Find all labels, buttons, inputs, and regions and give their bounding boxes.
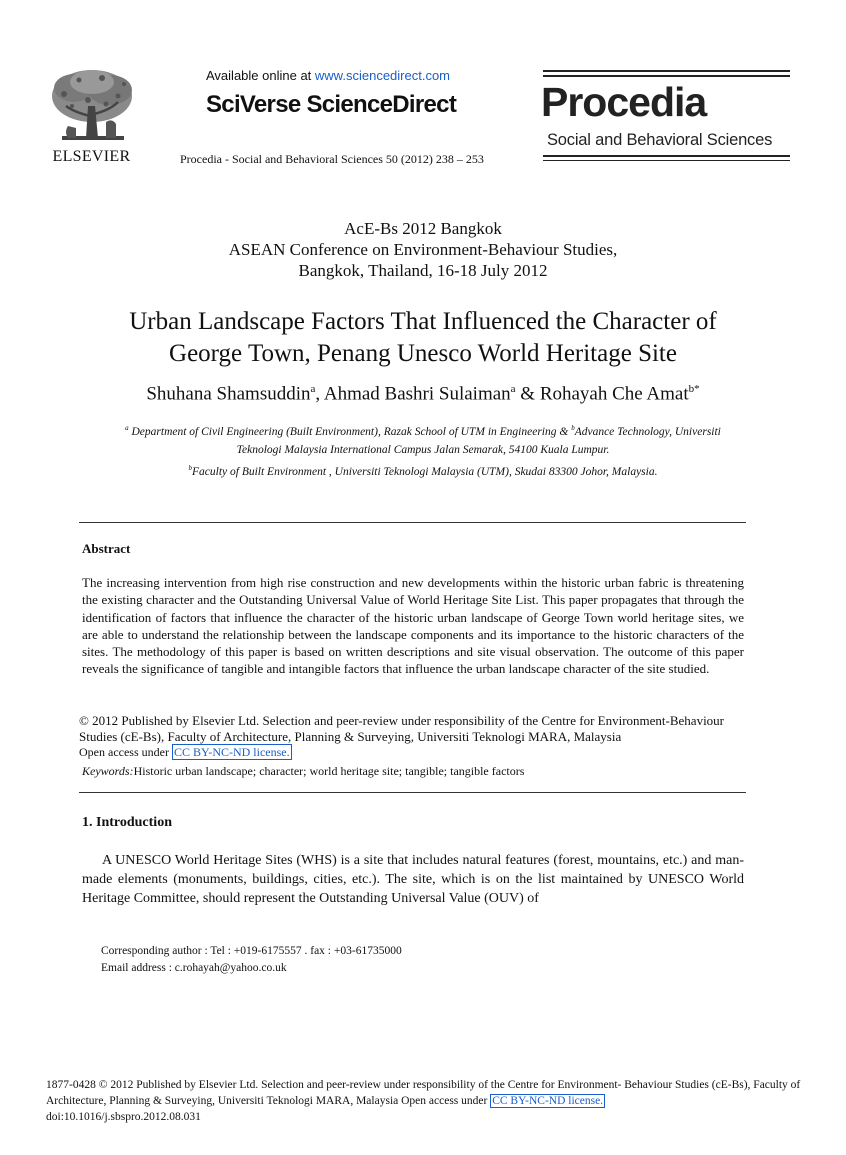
- footer-open-access: Open access under: [398, 1095, 491, 1107]
- open-access-prefix: Open access under: [79, 745, 172, 759]
- corresp-phone: Corresponding author : Tel : +019-6175557 . fax : +03-61735000: [101, 945, 402, 957]
- license-link[interactable]: CC BY-NC-ND license.: [173, 745, 290, 759]
- introduction-body: A UNESCO World Heritage Sites (WHS) is a site that includes natural features (forest, mountains, etc.) and man-made elements (monuments, buildings, cities, etc.). The site, which is on the list maintained by UNESCO World Heritage Committee, should represent the Outstanding Universal Value (OUV) of: [82, 853, 744, 906]
- conference-info: [0, 218, 846, 281]
- open-access-line: [79, 745, 292, 760]
- journal-subtitle: Social and Behavioral Sciences: [547, 131, 773, 149]
- introduction-heading: 1. Introduction: [82, 815, 172, 830]
- page-footer: [46, 1077, 816, 1125]
- author-affil-mark: a: [510, 383, 516, 395]
- paper-title: [0, 306, 846, 370]
- corresp-email: Email address : c.rohayah@yahoo.co.uk: [101, 962, 287, 974]
- abstract-body: The increasing intervention from high rise construction and new developments within the historic urban fabric is threatening the existing character and the Outstanding Universal Value of World Heritage Site List. This paper propagates that through the identification of factors that influence the character of the historic urban landscape of George Town world heritage sites, we are able to understand the relationship between the landscape components and its importance to the historic characters of the sites. The methodology of this paper is based on written descriptions and site visual observation. The outcome of this paper reveals the significance of tangible and intangible factors that influence the urban landscape character of the site studied.: [82, 575, 744, 677]
- header-rule-bottom: [543, 155, 790, 157]
- conference-line-1: AcE-Bs 2012 Bangkok: [344, 219, 502, 238]
- affil-mark: b: [571, 424, 575, 432]
- author-separator: ,: [315, 383, 324, 405]
- footer-license-link[interactable]: CC BY-NC-ND license.: [492, 1095, 604, 1107]
- available-prefix: Available online at: [206, 68, 315, 83]
- footer-doi: doi:10.1016/j.sbspro.2012.08.031: [46, 1111, 201, 1123]
- keywords-text: Historic urban landscape; character; world heritage site; tangible; tangible factors: [133, 764, 525, 778]
- keywords-label: Keywords:: [82, 764, 134, 778]
- available-online: [206, 68, 450, 83]
- author-name: Shuhana Shamsuddin: [146, 383, 311, 405]
- affiliations: [0, 419, 846, 481]
- affil-mark: a: [125, 424, 129, 432]
- title-line-1: Urban Landscape Factors That Influenced the Character of: [129, 308, 717, 335]
- platform-logo: SciVerse ScienceDirect: [206, 91, 457, 118]
- author-name: Ahmad Bashri Sulaiman: [323, 383, 511, 405]
- author-list: [0, 383, 846, 405]
- header-rule-bottom-thin: [543, 160, 790, 161]
- author-separator: &: [515, 383, 540, 405]
- title-line-2: George Town, Penang Unesco World Heritage Site: [169, 340, 677, 367]
- sciencedirect-link[interactable]: www.sciencedirect.com: [314, 68, 451, 83]
- header-rule-top: [543, 70, 790, 72]
- affiliation-a: [0, 419, 846, 441]
- divider-below-keywords: [79, 792, 746, 793]
- conference-line-2: ASEAN Conference on Environment-Behaviour Studies,: [228, 240, 618, 259]
- author-affil-mark: b*: [688, 383, 700, 395]
- affil-a-text: Department of Civil Engineering (Built Environment), Razak School of UTM in Engineering &: [128, 425, 572, 438]
- affiliation-a-line2: Teknologi Malaysia International Campus Jalan Semarak, 54100 Kuala Lumpur.: [236, 443, 610, 456]
- copyright-notice: © 2012 Published by Elsevier Ltd. Selection and peer-review under responsibility of the Centre for Environment-Behaviour Studies (cE-Bs), Faculty of Architecture, Planning & Surveying, Universiti Teknologi MARA, Malaysia: [79, 713, 725, 744]
- affil-a-text-2: Advance Technology, Universiti: [574, 425, 721, 438]
- author-name: Rohayah Che Amat: [539, 383, 689, 405]
- header-rule-second: [543, 75, 790, 77]
- affil-mark: b: [188, 463, 192, 472]
- conference-line-3: Bangkok, Thailand, 16-18 July 2012: [298, 261, 548, 280]
- corresponding-author: [101, 943, 402, 977]
- footer-text: 1877-0428 © 2012 Published by Elsevier Ltd. Selection and peer-review under responsibility of the Centre for Environment- Behaviour Studies (cE-Bs), Faculty of Architecture, Planning & Surveying, Universiti Teknologi MARA, Malaysia: [46, 1079, 801, 1107]
- divider-above-abstract: [79, 522, 746, 523]
- abstract-heading: Abstract: [82, 541, 131, 556]
- affiliation-b: [0, 459, 846, 481]
- journal-name: Procedia: [541, 79, 707, 125]
- author-affil-mark: a: [310, 383, 316, 395]
- affil-b-text: Faculty of Built Environment , Universiti Teknologi Malaysia (UTM), Skudai 83300 Johor, Malaysia.: [192, 465, 658, 478]
- journal-reference: Procedia - Social and Behavioral Sciences 50 (2012) 238 – 253: [180, 152, 484, 166]
- keywords: [82, 764, 524, 779]
- publisher-wordmark: ELSEVIER: [52, 148, 131, 165]
